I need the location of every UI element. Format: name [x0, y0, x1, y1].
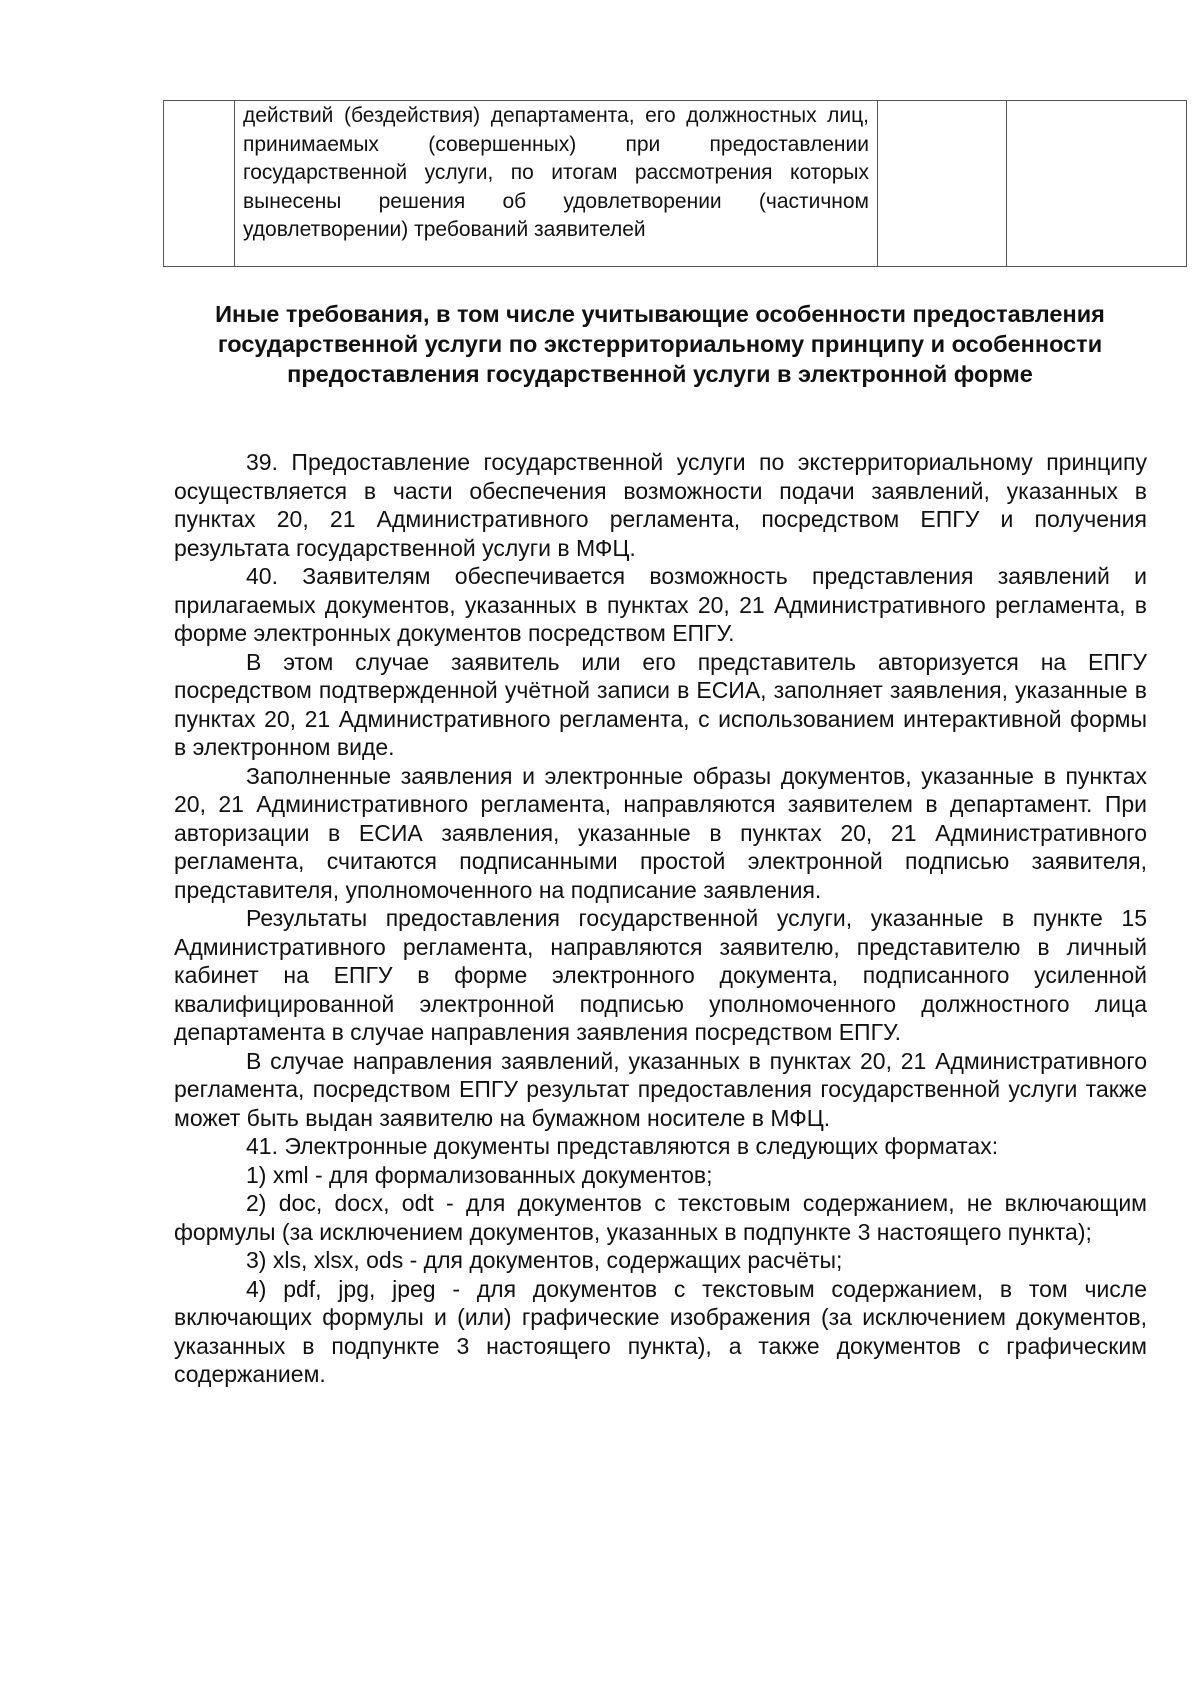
list-item-pdf: 4) pdf, jpg, jpeg - для документов с текстовым содержанием, в том числе включающих формулы и (или) графические изображения (за исключением документов, указанных в подпункте 3 настоящего пункта), а также документов с графическим содержанием. [174, 1275, 1147, 1387]
table-cell-value [878, 101, 1007, 267]
table-cell-description: действий (бездействия) департамента, его должностных лиц, принимаемых (совершенных) при предоставлении государственной услуги, по итогам рассмотрения которых вынесены решения об удовлетворении (частичном удовлетворении) требований заявителей [235, 101, 878, 267]
body-text [174, 448, 1147, 1389]
paragraph-41: 41. Электронные документы представляются в следующих форматах: [246, 1133, 999, 1159]
table-cell-note [1007, 101, 1187, 267]
paragraph-paper-result: В случае направления заявлений, указанных в пунктах 20, 21 Административного регламента, посредством ЕПГУ результат предоставления государственной услуги также может быть выдан заявителю на бумажном носителе в МФЦ. [174, 1047, 1147, 1131]
requirements-table-continuation [163, 100, 1187, 267]
paragraph-results: Результаты предоставления государственной услуги, указанные в пункте 15 Административного регламента, направляются заявителю, представителю в личный кабинет на ЕПГУ в форме электронного документа, подписанного усиленной квалифицированной электронной подписью уполномоченного должностного лица департамента в случае направления заявления посредством ЕПГУ. [174, 905, 1147, 1045]
paragraph-authorization: В этом случае заявитель или его представитель авторизуется на ЕПГУ посредством подтвержденной учётной записи в ЕСИА, заполняет заявления, указанные в пунктах 20, 21 Административного регламента, с использованием интерактивной формы в электронном виде. [174, 648, 1147, 760]
list-item-doc: 2) doc, docx, odt - для документов с текстовым содержанием, не включающим формулы (за исключением документов, указанных в подпункте 3 настоящего пункта); [174, 1190, 1147, 1245]
section-heading: Иные требования, в том числе учитывающие особенности предоставления государственной услуги по экстерриториальному принципу и особенности предоставления государственной услуги в электронной форме [215, 301, 1105, 387]
list-item-xls: 3) xls, xlsx, ods - для документов, содержащих расчёты; [246, 1247, 843, 1273]
table-row [164, 101, 1187, 267]
paragraph-40: 40. Заявителям обеспечивается возможность представления заявлений и прилагаемых документов, указанных в пунктах 20, 21 Административного регламента, в форме электронных документов посредством ЕПГУ. [174, 563, 1147, 646]
list-item-xml: 1) xml - для формализованных документов; [246, 1161, 713, 1188]
table-cell-number [164, 101, 235, 267]
paragraph-filled-applications: Заполненные заявления и электронные образы документов, указанные в пунктах 20, 21 Административного регламента, направляются заявителем в департамент. При авторизации в ЕСИА заявления, указанные в пунктах 20, 21 Административного регламента, считаются подписанными простой электронной подписью заявителя, представителя, уполномоченного на подписание заявления. [174, 762, 1147, 903]
paragraph-39: 39. Предоставление государственной услуги по экстерриториальному принципу осуществляется в части обеспечения возможности подачи заявлений, указанных в пунктах 20, 21 Административного регламента, посредством ЕПГУ и получения результата государственной услуги в МФЦ. [174, 449, 1147, 561]
